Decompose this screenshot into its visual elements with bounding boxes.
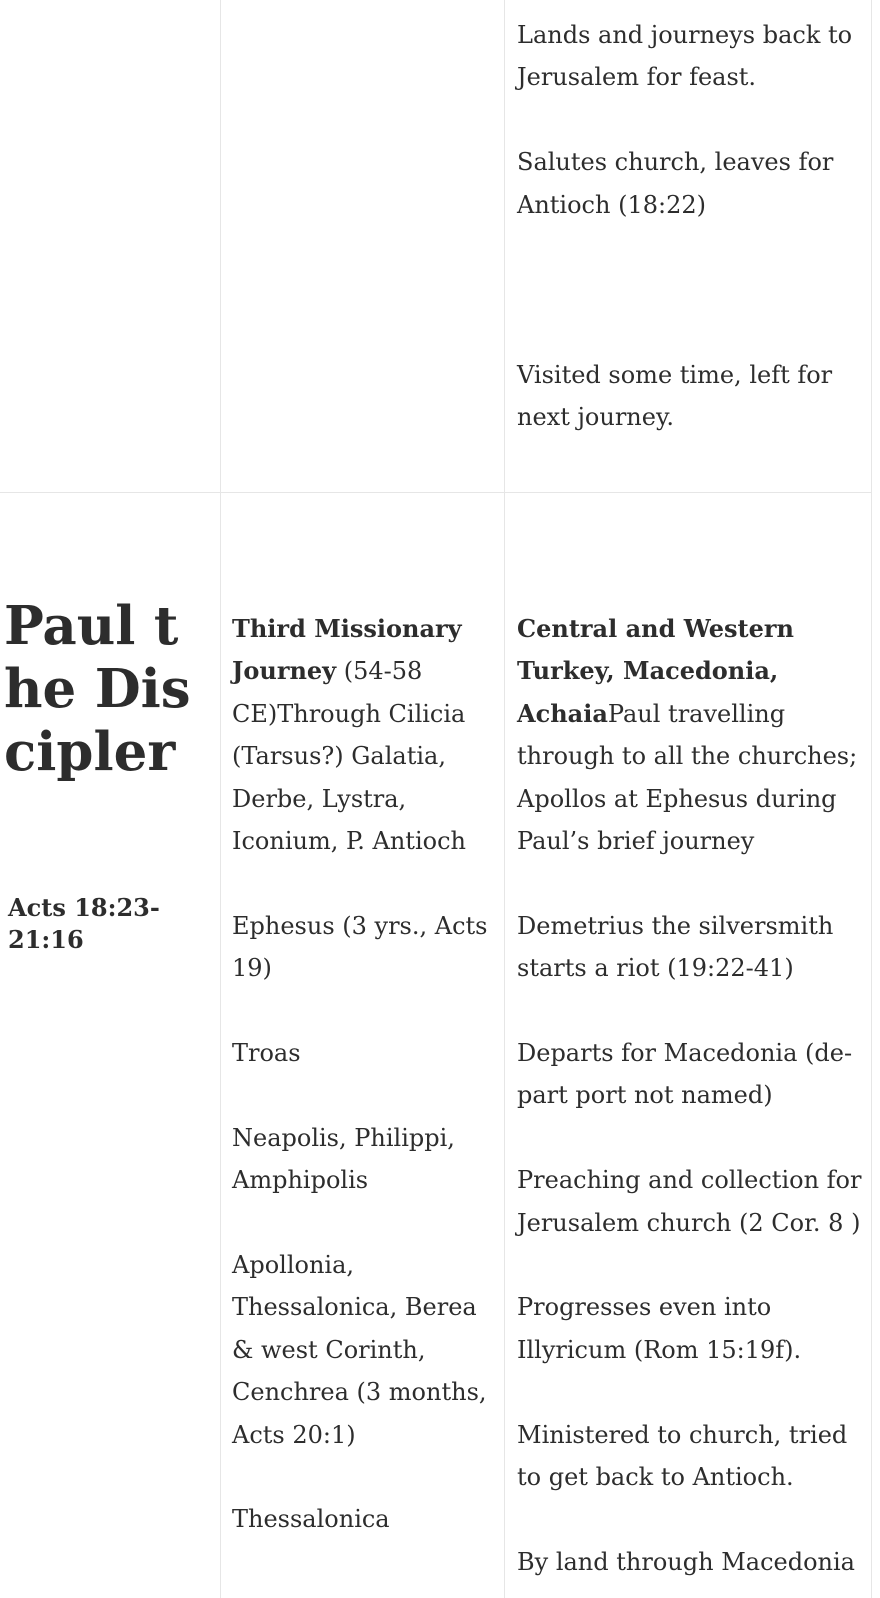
journey-name: Third Missionary Journey	[232, 614, 462, 686]
route-stop: Thessalonica	[232, 1505, 390, 1534]
event-note: Demetrius the silversmith starts a riot (19:22-41)	[517, 911, 834, 983]
route-cell	[232, 608, 494, 1541]
event-note: Ministered to church, tried to get back to Antioch.	[517, 1420, 848, 1492]
events-heading	[517, 608, 867, 862]
column-divider	[504, 0, 505, 1598]
region-summary: Paul travelling through to all the churches; Apollos at Ephesus during Paul’s brief journey	[517, 699, 858, 856]
route-stop: Neapolis, Philippi, Amphipolis	[232, 1123, 455, 1195]
row-title: Paul the Discipler	[4, 595, 191, 783]
column-divider	[871, 0, 872, 1598]
prev-row-para: Visited some time, left for next journey.	[517, 361, 833, 432]
prev-row-para: Salutes church, leaves for Antioch (18:22)	[517, 148, 834, 219]
row-divider	[0, 492, 872, 493]
event-note: Preaching and collection for Jerusalem church (2 Cor. 8 )	[517, 1166, 862, 1237]
event-note: Progresses even into Illyricum (Rom 15:19f).	[517, 1293, 802, 1364]
journey-route: (54-58 CE)Through Cilicia (Tarsus?) Galatia, Derbe, Lystra, Iconium, P. Antioch	[232, 657, 466, 856]
column-divider	[220, 0, 221, 1598]
scripture-reference: Acts 18:23-21:16	[8, 893, 160, 954]
events-cell	[517, 608, 867, 1583]
prev-row-para: Lands and journeys back to Jerusalem for feast.	[517, 21, 853, 92]
route-stop: Apollonia, Thessalonica, Berea & west Corinth, Cenchrea (3 months, Acts 20:1)	[232, 1251, 487, 1449]
route-stop: Troas	[232, 1039, 301, 1068]
route-heading	[232, 608, 494, 862]
prev-row-col3	[517, 14, 867, 226]
event-note: By land through Macedonia	[517, 1547, 855, 1576]
event-note: Departs for Macedonia (de-part port not named)	[517, 1039, 853, 1110]
prev-row-col3-last	[517, 354, 867, 439]
route-stop: Ephesus (3 yrs., Acts 19)	[232, 911, 488, 983]
region-name: Central and Western Turkey, Macedonia, Achaia	[517, 614, 794, 728]
